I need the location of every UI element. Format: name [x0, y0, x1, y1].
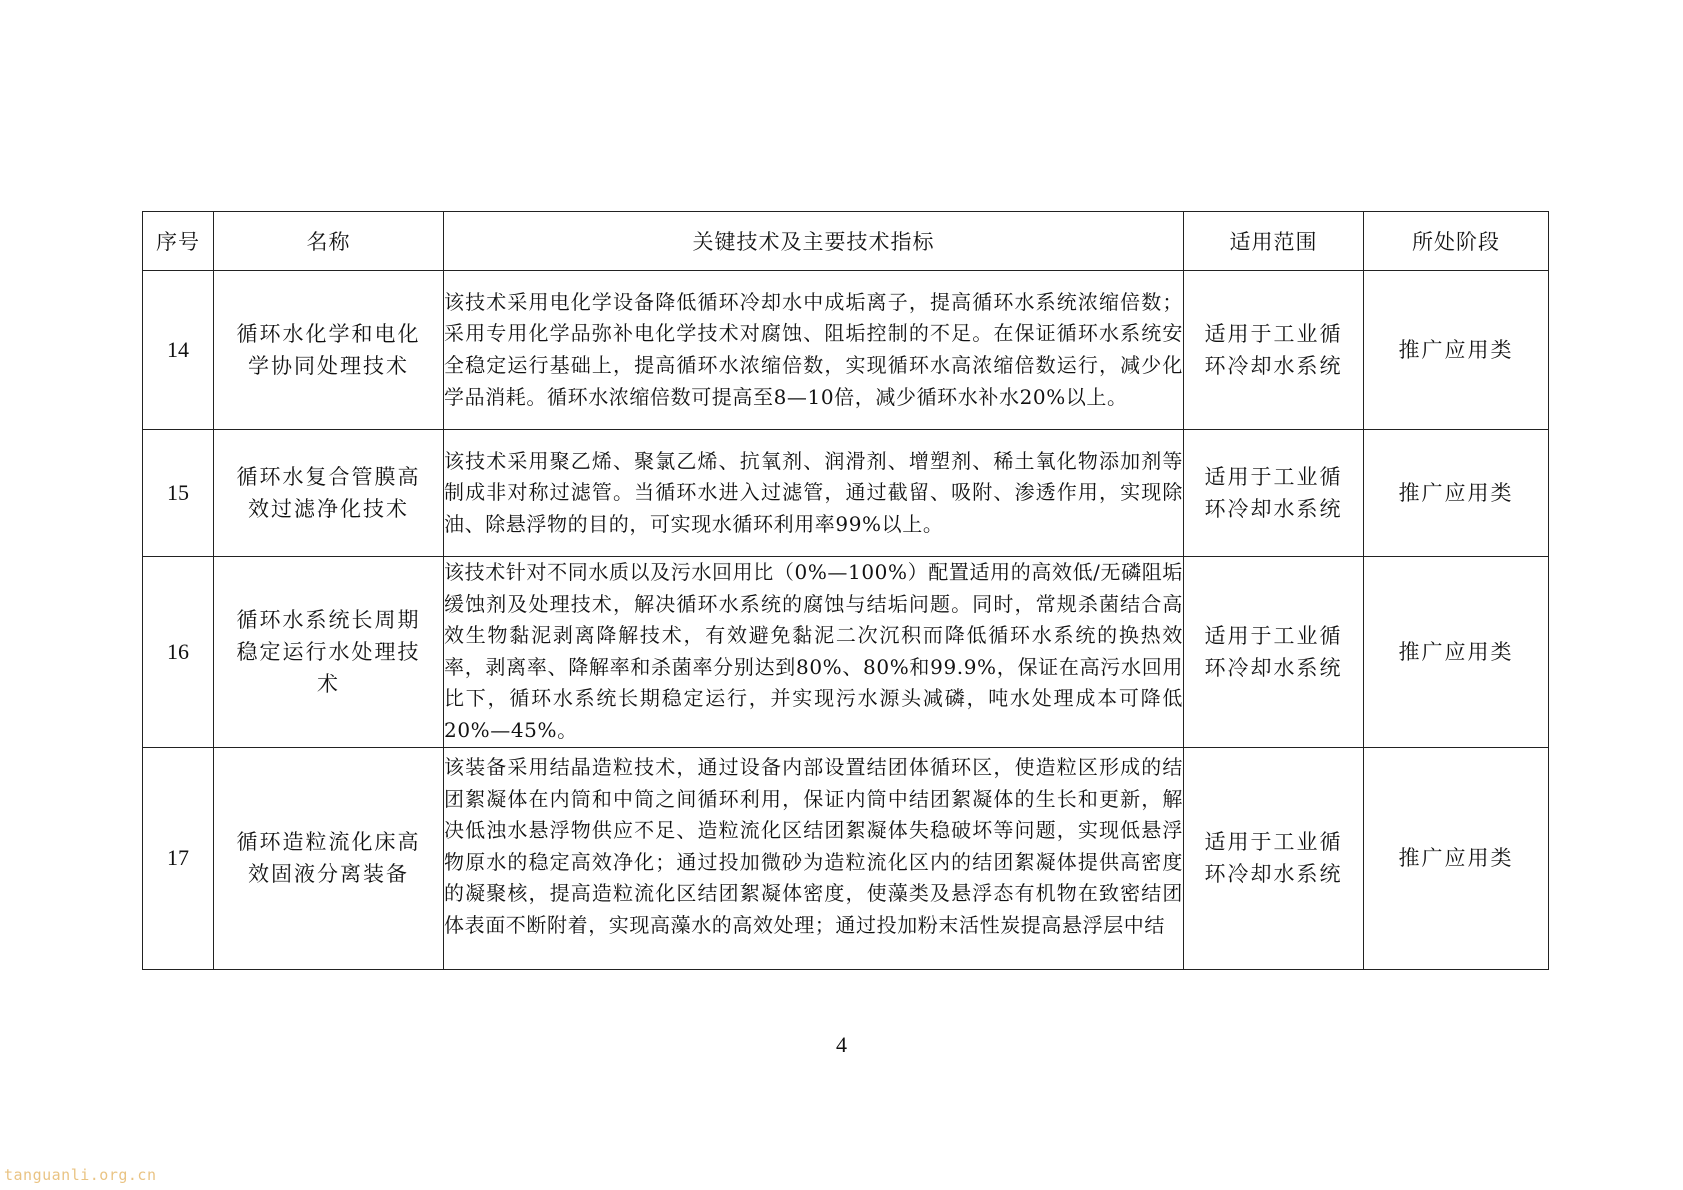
- row-scope: 适用于工业循环冷却水系统: [1204, 322, 1343, 378]
- row-name-cell: [214, 430, 444, 557]
- row-scope: 适用于工业循环冷却水系统: [1204, 465, 1343, 521]
- row-name: 循环水化学和电化学协同处理技术: [236, 322, 421, 378]
- row-description: 该技术采用电化学设备降低循环冷却水中成垢离子，提高循环水系统浓缩倍数；采用专用化学品弥补电化学技术对腐蚀、阻垢控制的不足。在保证循环水系统安全稳定运行基础上，提高循环水浓缩倍数，实现循环水高浓缩倍数运行，减少化学品消耗。循环水浓缩倍数可提高至8—10倍，减少循环水补水20%以上。: [444, 271, 1184, 430]
- header-scope: 适用范围: [1184, 212, 1364, 271]
- row-name-cell: [214, 557, 444, 748]
- row-description-cell: [444, 747, 1184, 969]
- row-scope-cell: [1184, 271, 1364, 430]
- row-stage: 推广应用类: [1364, 430, 1549, 557]
- page-number: 4: [836, 1032, 847, 1057]
- row-description: 该装备采用结晶造粒技术，通过设备内部设置结团体循环区，使造粒区形成的结团絮凝体在内筒和中筒之间循环利用，保证内筒中结团絮凝体的生长和更新，解决低浊水悬浮物供应不足、造粒流化区结团絮凝体失稳破坏等问题，实现低悬浮物原水的稳定高效净化；通过投加微砂为造粒流化区内的结团絮凝体提供高密度的凝聚核，提高造粒流化区结团絮凝体密度，使藻类及悬浮态有机物在致密结团体表面不断附着，实现高藻水的高效处理；通过投加粉末活性炭提高悬浮层中结: [444, 755, 1183, 938]
- row-seq: 16: [143, 557, 214, 748]
- header-name: 名称: [214, 212, 444, 271]
- row-name: 循环造粒流化床高效固液分离装备: [236, 830, 421, 887]
- row-stage: 推广应用类: [1364, 747, 1549, 969]
- table-row: [143, 747, 1549, 969]
- row-scope-cell: [1184, 747, 1364, 969]
- technology-table: [142, 211, 1549, 970]
- row-name-cell: [214, 271, 444, 430]
- row-name: 循环水复合管膜高效过滤净化技术: [236, 465, 421, 521]
- header-key-tech: 关键技术及主要技术指标: [444, 212, 1184, 271]
- row-name-cell: [214, 747, 444, 969]
- row-seq: 15: [143, 430, 214, 557]
- row-description: 该技术针对不同水质以及污水回用比（0%—100%）配置适用的高效低/无磷阻垢缓蚀剂及处理技术，解决循环水系统的腐蚀与结垢问题。同时，常规杀菌结合高效生物黏泥剥离降解技术，有效避免黏泥二次沉积而降低循环水系统的换热效率，剥离率、降解率和杀菌率分别达到80%、80%和99.9%，保证在高污水回用比下，循环水系统长期稳定运行，并实现污水源头减磷，吨水处理成本可降低20%—45%。: [444, 557, 1184, 748]
- table-header-row: [143, 212, 1549, 271]
- row-scope: 适用于工业循环冷却水系统: [1204, 830, 1343, 887]
- header-seq: 序号: [143, 212, 214, 271]
- row-stage: 推广应用类: [1364, 271, 1549, 430]
- table-row: [143, 271, 1549, 430]
- row-scope: 适用于工业循环冷却水系统: [1204, 623, 1343, 680]
- watermark-text: tanguanli.org.cn: [4, 1166, 157, 1184]
- row-seq: 14: [143, 271, 214, 430]
- table-row: [143, 557, 1549, 748]
- header-stage: 所处阶段: [1364, 212, 1549, 271]
- row-scope-cell: [1184, 557, 1364, 748]
- row-name: 循环水系统长周期稳定运行水处理技术: [236, 607, 421, 696]
- row-stage: 推广应用类: [1364, 557, 1549, 748]
- row-description: 该技术采用聚乙烯、聚氯乙烯、抗氧剂、润滑剂、增塑剂、稀土氧化物添加剂等制成非对称过滤管。当循环水进入过滤管，通过截留、吸附、渗透作用，实现除油、除悬浮物的目的，可实现水循环利用率99%以上。: [444, 430, 1184, 557]
- table-row: [143, 430, 1549, 557]
- row-seq: 17: [143, 747, 214, 969]
- row-scope-cell: [1184, 430, 1364, 557]
